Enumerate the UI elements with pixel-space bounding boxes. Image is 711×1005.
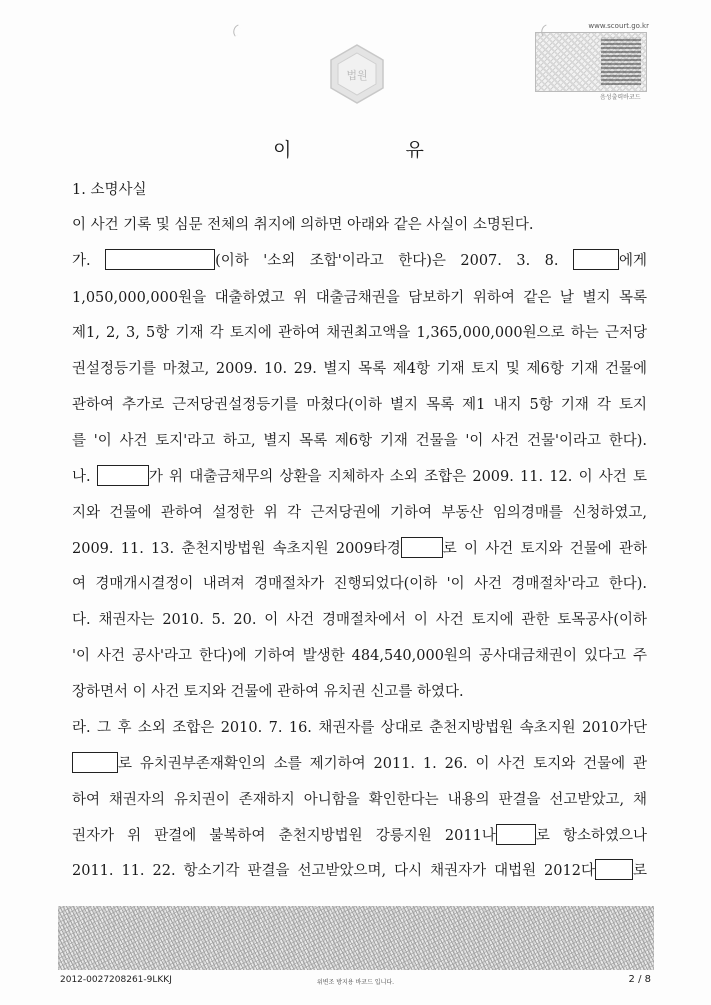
text-fragment: 로 (632, 863, 647, 879)
text-line (72, 752, 647, 773)
text-fragment: 로 항소하였으나 (535, 828, 647, 844)
document-id: 2012-0027208261-9LKKJ (60, 975, 172, 985)
text-line (72, 249, 647, 270)
text-line: 라. 그 후 소외 조합은 2010. 7. 16. 채권자를 상대로 춘천지방법원 속초지원 2010가단 (72, 720, 647, 736)
barcode-notice: 위변조 방지용 바코드 입니다. (316, 979, 395, 986)
text-fragment: 2009. 11. 13. 춘천지방법원 속초지원 2009타경 (72, 541, 401, 557)
redaction-box (401, 537, 443, 558)
text-fragment: 2011. 11. 22. 항소기각 판결을 선고받았으며, 다시 채권자가 대법원 2012다 (72, 863, 595, 879)
text-line: 여 경매개시결정이 내려져 경매절차가 진행되었다(이하 '이 사건 경매절차'라고 한다). (72, 576, 647, 592)
redaction-box (97, 465, 149, 486)
text-fragment: (이하 '소외 조합'이라고 한다)은 2007. 3. 8. (215, 253, 559, 269)
text-line: 장하면서 이 사건 토지와 건물에 관하여 유치권 신고를 하였다. (72, 684, 464, 700)
text-line (72, 537, 647, 558)
seal-text: 법원 (346, 69, 368, 82)
text-line: 1,050,000,000원을 대출하였고 위 대출금채권을 담보하기 위하여 같은 날 별지 목록 (72, 290, 647, 306)
text-line (72, 859, 647, 880)
text-line: '이 사건 공사'라고 한다)에 기하여 발생한 484,540,000원의 공사대금채권이 있다고 주 (72, 648, 647, 664)
page-title: 이 유 (273, 139, 478, 161)
redaction-box (105, 249, 215, 270)
text-line: 이 사건 기록 및 심문 전체의 취지에 의하면 아래와 같은 사실이 소명된다. (72, 217, 534, 233)
barcode-caption: 음성출력바코드 (600, 94, 641, 101)
page-number: 2 / 8 (628, 974, 651, 985)
text-line: 하여 채권자의 유치권이 존재하지 아니함을 확인한다는 내용의 판결을 선고받았고, 채 (72, 792, 647, 808)
court-seal-icon (325, 42, 389, 106)
text-line: 를 '이 사건 토지'라고 하고, 별지 목록 제6항 기재 건물을 '이 사건 건물'이라고 한다). (72, 433, 647, 449)
redaction-box (72, 752, 118, 773)
text-line (72, 824, 647, 845)
text-fragment: 가 위 대출금채무의 상환을 지체하자 소외 조합은 2009. 11. 12. 이 사건 토 (148, 469, 648, 485)
redaction-box (573, 249, 619, 270)
court-url: www.scourt.go.kr (588, 22, 649, 30)
item-marker: 가. (72, 253, 91, 269)
text-line: 관하여 추가로 근저당권설정등기를 마쳤다(이하 별지 목록 제1 내지 5항 기재 각 토지 (72, 397, 647, 413)
qr-code (601, 37, 641, 85)
text-line: 제1, 2, 3, 5항 기재 각 토지에 관하여 채권최고액을 1,365,000,000원으로 하는 근저당 (72, 325, 647, 341)
verification-barcode (535, 32, 647, 92)
text-fragment: 권자가 위 판결에 불복하여 춘천지방법원 강릉지원 2011나 (72, 828, 496, 844)
item-marker: 나. (72, 469, 91, 485)
text-fragment: 에게 (619, 253, 648, 269)
text-fragment: 로 이 사건 토지와 건물에 관하 (442, 541, 647, 557)
text-fragment: 로 유치권부존재확인의 소를 제기하여 2011. 1. 26. 이 사건 토지와 건물에 관 (118, 756, 647, 772)
redaction-box (496, 824, 536, 845)
section-heading: 1. 소명사실 (72, 182, 147, 198)
text-line (72, 465, 647, 486)
text-line: 권설정등기를 마쳤고, 2009. 10. 29. 별지 목록 제4항 기재 토지 및 제6항 기재 건물에 (72, 361, 647, 377)
text-line: 지와 건물에 관하여 설정한 위 각 근저당권에 기하여 부동산 임의경매를 신청하였고, (72, 505, 647, 521)
anti-forgery-barcode (58, 906, 654, 970)
punch-mark (230, 24, 242, 36)
text-line: 다. 채권자는 2010. 5. 20. 이 사건 경매절차에서 이 사건 토지에 관한 토목공사(이하 (72, 612, 647, 628)
redaction-box (595, 859, 633, 880)
